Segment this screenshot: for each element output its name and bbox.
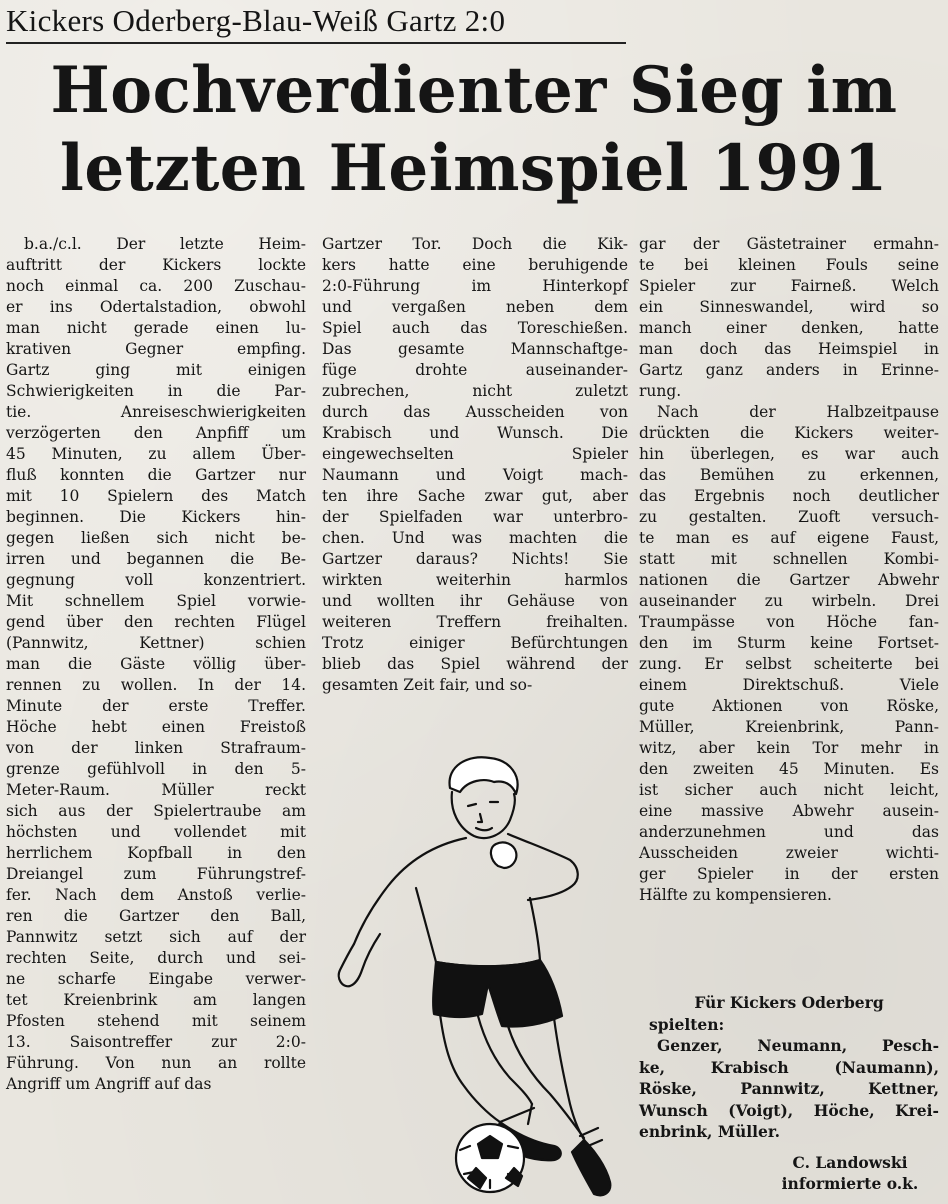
text-line: te bei kleinen Fouls seine: [639, 256, 939, 274]
text-line: der Spielfaden war unterbro-: [322, 508, 628, 526]
text-line: (Pannwitz, Kettner) schien: [6, 634, 306, 652]
article-headline: [9, 52, 938, 208]
text-line: Führung. Von nun an rollte: [6, 1054, 306, 1072]
text-line: drückten die Kickers weiter-: [639, 424, 939, 442]
lineup-box: [639, 992, 939, 1143]
text-line: zubrechen, nicht zuletzt: [322, 382, 628, 400]
text-line: zu gestalten. Zuoft versuch-: [639, 508, 939, 526]
text-line: Gartz ging mit einigen: [6, 361, 306, 379]
text-line: kers hatte eine beruhigende: [322, 256, 628, 274]
text-line: füge drohte auseinander-: [322, 361, 628, 379]
text-line: wirkten weiterhin harmlos: [322, 571, 628, 589]
text-line: ren die Gartzer den Ball,: [6, 907, 306, 925]
text-line: auftritt der Kickers lockte: [6, 256, 306, 274]
headline-line: Hochverdienter Sieg im: [50, 53, 898, 128]
text-line: eine massive Abwehr ausein-: [639, 802, 939, 820]
text-line: Das gesamte Mannschaftge-: [322, 340, 628, 358]
text-line: beginnen. Die Kickers hin-: [6, 508, 306, 526]
text-line: Gartzer Tor. Doch die Kik-: [322, 235, 628, 253]
lineup-line: ke, Krabisch (Naumann),: [639, 1057, 939, 1077]
text-line: Meter-Raum. Müller reckt: [6, 781, 306, 799]
text-line: Höche hebt einen Freistoß: [6, 718, 306, 736]
article-kicker: Kickers Oderberg-Blau-Weiß Gartz 2:0: [6, 2, 626, 44]
text-line: verzögerten den Anpfiff um: [6, 424, 306, 442]
text-line: Angriff um Angriff auf das: [6, 1075, 212, 1093]
text-line: ist sicher auch nicht leicht,: [639, 781, 939, 799]
lineup-line: Röske, Pannwitz, Kettner,: [639, 1079, 939, 1098]
text-line: mit 10 Spielern des Match: [6, 487, 306, 505]
text-line: Schwierigkeiten in die Par-: [6, 382, 306, 400]
text-line: sich aus der Spielertraube am: [6, 802, 306, 820]
text-line: durch das Ausscheiden von: [322, 403, 628, 421]
text-line: chen. Und was machten die: [322, 529, 628, 547]
text-line: eingewechselten Spieler: [322, 445, 628, 463]
text-line: herrlichem Kopfball in den: [6, 844, 306, 862]
text-line: hin überlegen, es war auch: [639, 445, 939, 463]
text-line: und wollten ihr Gehäuse von: [322, 592, 628, 610]
text-line: gar der Gästetrainer ermahn-: [639, 235, 939, 253]
lineup-heading: Für Kickers Oderberg: [694, 993, 884, 1012]
text-line: rennen zu wollen. In der 14.: [6, 676, 306, 694]
text-line: 13. Saisontreffer zur 2:0-: [6, 1033, 306, 1051]
text-line: gegnung voll konzentriert.: [6, 571, 306, 589]
text-line: Pfosten stehend mit seinem: [6, 1012, 306, 1030]
text-line: gegen ließen sich nicht be-: [6, 529, 306, 547]
text-line: Müller, Kreienbrink, Pann-: [639, 718, 939, 736]
text-line: den im Sturm keine Fortset-: [639, 634, 939, 652]
text-line: ger Spieler in der ersten: [639, 865, 939, 883]
text-line: noch einmal ca. 200 Zuschau-: [6, 277, 306, 295]
text-line: 45 Minuten, zu allem Über-: [6, 445, 306, 463]
text-line: gend über den rechten Flügel: [6, 613, 306, 631]
article-column-2: [322, 234, 628, 696]
byline: [760, 1152, 940, 1194]
text-line: einem Direktschuß. Viele: [639, 676, 939, 694]
text-line: Nach der Halbzeitpause: [657, 403, 939, 421]
text-line: Hälfte zu kompensieren.: [639, 886, 832, 904]
lineup-line: enbrink, Müller.: [639, 1122, 781, 1141]
text-line: von der linken Strafraum-: [6, 739, 306, 757]
text-line: weiteren Treffern freihalten.: [322, 613, 628, 631]
text-line: das Bemühen zu erkennen,: [639, 466, 939, 484]
text-line: Dreiangel zum Führungstref-: [6, 865, 306, 883]
text-line: Spieler zur Fairneß. Welch: [639, 277, 939, 295]
text-line: gute Aktionen von Röske,: [639, 697, 939, 715]
text-line: Gartz ganz anders in Erinne-: [639, 361, 939, 379]
text-line: tet Kreienbrink am langen: [6, 991, 306, 1009]
text-line: Gartzer daraus? Nichts! Sie: [322, 550, 628, 568]
text-line: rung.: [639, 382, 682, 400]
text-line: Mit schnellem Spiel vorwie-: [6, 592, 306, 610]
text-line: man die Gäste völlig über-: [6, 655, 306, 673]
text-line: den zweiten 45 Minuten. Es: [639, 760, 939, 778]
text-line: Spiel auch das Toreschießen.: [322, 319, 628, 337]
text-line: irren und begannen die Be-: [6, 550, 306, 568]
lineup-heading: spielten:: [649, 1014, 725, 1034]
text-line: ten ihre Sache zwar gut, aber: [322, 487, 628, 505]
text-line: witz, aber kein Tor mehr in: [639, 739, 939, 757]
text-line: 2:0-Führung im Hinterkopf: [322, 277, 628, 295]
text-line: ne scharfe Eingabe verwer-: [6, 970, 306, 988]
lineup-line: Genzer, Neumann, Pesch-: [657, 1036, 939, 1055]
article-column-1: [6, 234, 306, 1095]
text-line: gesamten Zeit fair, und so-: [322, 676, 533, 694]
text-line: b.a./c.l. Der letzte Heim-: [24, 235, 306, 253]
text-line: fluß konnten die Gartzer nur: [6, 466, 306, 484]
text-line: Ausscheiden zweier wichti-: [639, 844, 939, 862]
text-line: das Ergebnis noch deutlicher: [639, 487, 939, 505]
soccer-player-illustration: [318, 748, 638, 1204]
text-line: ein Sinneswandel, wird so: [639, 298, 939, 316]
text-line: Pannwitz setzt sich auf der: [6, 928, 306, 946]
text-line: statt mit schnellen Kombi-: [639, 550, 939, 568]
lineup-line: Wunsch (Voigt), Höche, Krei-: [639, 1100, 939, 1120]
headline-line: letzten Heimspiel 1991: [60, 131, 888, 206]
text-line: rechten Seite, durch und sei-: [6, 949, 306, 967]
text-line: auseinander zu wirbeln. Drei: [639, 592, 939, 610]
text-line: man nicht gerade einen lu-: [6, 319, 306, 337]
text-line: te man es auf eigene Faust,: [639, 529, 939, 547]
text-line: fer. Nach dem Anstoß verlie-: [6, 886, 306, 904]
text-line: manch einer denken, hatte: [639, 319, 939, 337]
text-line: grenze gefühlvoll in den 5-: [6, 760, 306, 778]
text-line: und vergaßen neben dem: [322, 298, 628, 316]
text-line: Krabisch und Wunsch. Die: [322, 424, 628, 442]
lineup-list: [639, 1035, 939, 1143]
text-line: höchsten und vollendet mit: [6, 823, 306, 841]
text-line: nationen die Gartzer Abwehr: [639, 571, 939, 589]
text-line: anderzunehmen und das: [639, 823, 939, 841]
text-line: Naumann und Voigt mach-: [322, 466, 628, 484]
text-line: blieb das Spiel während der: [322, 655, 628, 673]
text-line: er ins Odertalstadion, obwohl: [6, 298, 306, 316]
text-line: Traumpässe von Höche fan-: [639, 613, 939, 631]
text-line: Minute der erste Treffer.: [6, 697, 306, 715]
text-line: zung. Er selbst scheiterte bei: [639, 655, 939, 673]
byline-note: informierte o.k.: [781, 1174, 919, 1193]
text-line: man doch das Heimspiel in: [639, 340, 939, 358]
text-line: Trotz einiger Befürchtungen: [322, 634, 628, 652]
article-column-3: [639, 234, 939, 906]
text-line: tie. Anreiseschwierigkeiten: [6, 403, 306, 421]
text-line: krativen Gegner empfing.: [6, 340, 306, 358]
byline-author: C. Landowski: [792, 1153, 908, 1172]
